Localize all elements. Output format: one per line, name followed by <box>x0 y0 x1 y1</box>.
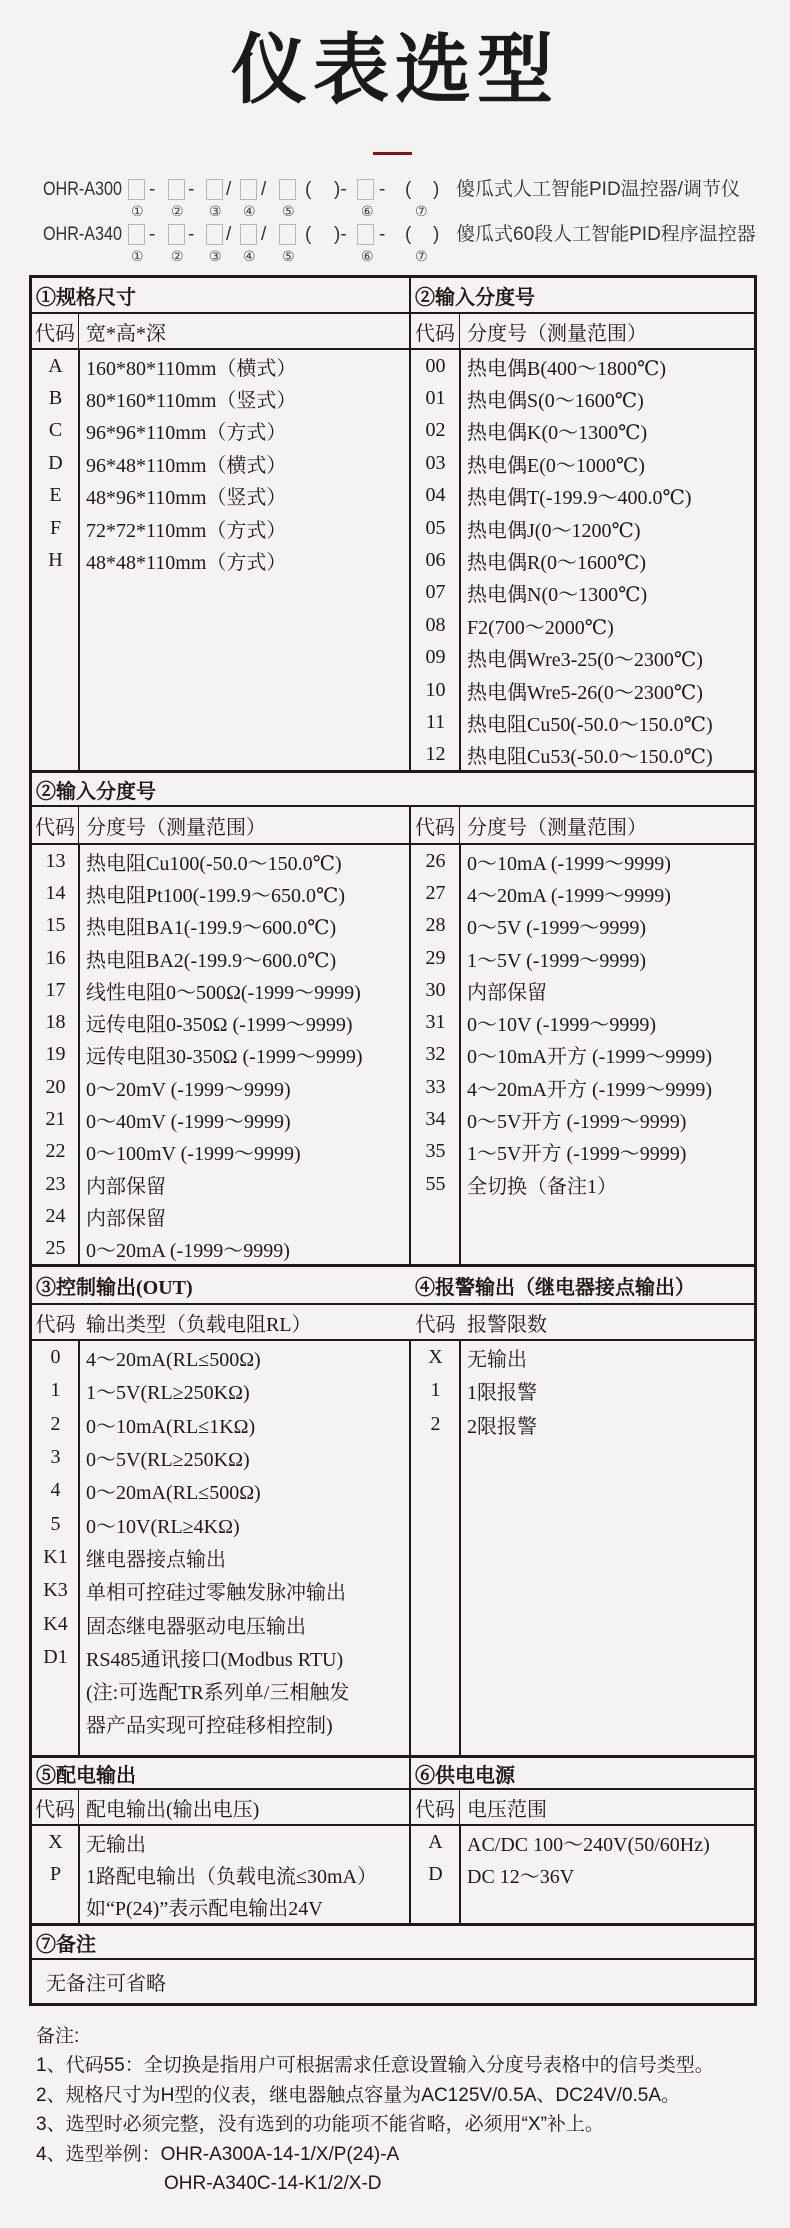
page-title: 仪表选型 <box>231 25 559 114</box>
table-row <box>411 609 754 641</box>
row-description: 1～5V (-1999～9999) <box>467 949 647 972</box>
row-code: 15 <box>45 914 66 937</box>
row-code: B <box>48 387 63 410</box>
code-separator: ( <box>305 179 312 200</box>
row-description: 热电偶Wre3-25(0～2300℃) <box>467 649 703 672</box>
header-code: 代码 <box>35 1313 76 1336</box>
row-description: 0～10mA(RL≤1KΩ) <box>86 1415 256 1438</box>
table-row <box>32 447 409 479</box>
row-description: 1～5V开方 (-1999～9999) <box>467 1143 687 1166</box>
table-row <box>32 910 409 942</box>
row-description: 0～5V(RL≥250KΩ) <box>86 1449 250 1472</box>
row-code: A <box>48 354 63 377</box>
row-description: 远传电阻0-350Ω (-1999～9999) <box>86 1014 353 1037</box>
table-row <box>32 942 409 974</box>
row-description: 72*72*110mm（方式） <box>86 519 287 542</box>
section-title-supply: ⑥供电电源 <box>415 1764 515 1787</box>
table-row <box>32 1441 409 1474</box>
table-row <box>411 447 754 479</box>
header-code: 代码 <box>411 807 460 843</box>
row-description: 无输出 <box>86 1833 146 1856</box>
table-row <box>411 512 754 544</box>
code-separator: ( <box>405 224 412 245</box>
row-code: 11 <box>425 710 446 733</box>
row-code: P <box>49 1862 62 1885</box>
row-description: DC 12～36V <box>467 1865 575 1888</box>
row-description: 0～20mA(RL≤500Ω) <box>86 1482 261 1505</box>
header-desc: 输出类型（负载电阻RL） <box>86 1313 312 1336</box>
table-row <box>32 1136 409 1168</box>
row-code: 00 <box>425 354 446 377</box>
code-separator: - <box>149 179 156 200</box>
row-code: 18 <box>45 1011 66 1034</box>
row-description: 热电偶T(-199.9～400.0℃) <box>467 487 692 510</box>
slot-marker: ④ <box>243 249 256 265</box>
row-code: X <box>428 1346 443 1369</box>
row-description: 1限报警 <box>467 1382 537 1405</box>
header-desc: 分度号（测量范围） <box>86 816 266 839</box>
row-code: 5 <box>50 1512 61 1535</box>
row-description: 热电偶R(0～1600℃) <box>467 552 647 575</box>
code-separator: - <box>379 179 386 200</box>
section-remark <box>32 1926 754 2003</box>
section-title-row <box>32 1758 754 1790</box>
table-row <box>32 1707 409 1740</box>
table-row <box>32 1200 409 1232</box>
section-title-alarm: ④报警输出（继电器接点输出） <box>415 1276 695 1299</box>
table-row <box>32 1006 409 1038</box>
row-description: RS485通讯接口(Modbus RTU) <box>86 1648 344 1671</box>
code-slot-box <box>279 179 296 200</box>
row-code: 35 <box>425 1140 446 1163</box>
row-description: AC/DC 100～240V(50/60Hz) <box>467 1833 710 1856</box>
row-code: 3 <box>50 1446 61 1469</box>
row-code: 02 <box>425 419 446 442</box>
table-row <box>411 1071 754 1103</box>
row-description: 全切换（备注1） <box>467 1175 617 1198</box>
row-code: 0 <box>50 1346 61 1369</box>
row-description: 热电偶N(0～1300℃) <box>467 584 648 607</box>
note-line: 1、代码55：全切换是指用户可根据需求任意设置输入分度号表格中的信号类型。 <box>36 2055 714 2077</box>
header-code: 代码 <box>411 1790 460 1824</box>
section-title-size: ①规格尺寸 <box>32 278 411 312</box>
row-description: F2(700～2000℃) <box>467 616 614 639</box>
row-code: F <box>49 516 62 539</box>
slot-marker: ② <box>171 204 184 220</box>
row-description: 热电偶B(400～1800℃) <box>467 357 667 380</box>
table-row <box>411 910 754 942</box>
row-description: 0～40mV (-1999～9999) <box>86 1111 291 1134</box>
section-title-input: ②输入分度号 <box>415 286 535 309</box>
table-row <box>411 1374 754 1407</box>
row-description: 热电阻Cu50(-50.0～150.0℃) <box>467 713 713 736</box>
note-line: 2、规格尺寸为H型的仪表，继电器触点容量为AC125V/0.5A、DC24V/0.5A。 <box>36 2084 681 2106</box>
table-row <box>32 415 409 447</box>
row-description: 固态继电器驱动电压输出 <box>86 1615 306 1638</box>
table-row <box>32 1507 409 1540</box>
alarm-list <box>411 1341 754 1755</box>
table-row <box>411 877 754 909</box>
model-name: OHR-A300 <box>43 179 122 200</box>
code-separator: / <box>226 224 232 245</box>
code-separator: / <box>261 224 267 245</box>
row-code: 01 <box>425 387 446 410</box>
slot-marker: ① <box>131 249 144 265</box>
code-separator: ) <box>433 224 440 245</box>
header-desc: 宽*高*深 <box>86 322 166 345</box>
row-code: 28 <box>425 914 446 937</box>
slot-marker: ③ <box>209 204 222 220</box>
slot-marker: ② <box>171 249 184 265</box>
table-row <box>32 1607 409 1640</box>
model-name: OHR-A340 <box>43 224 122 245</box>
row-description: 无输出 <box>467 1349 527 1372</box>
title-underline <box>373 152 412 155</box>
code-separator: ( <box>405 179 412 200</box>
row-description: 如“P(24)”表示配电输出24V <box>86 1897 323 1920</box>
code-slot-box <box>168 224 185 245</box>
row-code: 03 <box>425 451 446 474</box>
row-code: 16 <box>45 946 66 969</box>
code-separator: ( <box>305 224 312 245</box>
row-code: D1 <box>43 1645 68 1668</box>
table-row <box>411 1039 754 1071</box>
table-row <box>32 382 409 414</box>
row-description: 4～20mA(RL≤500Ω) <box>86 1349 261 1372</box>
row-description: 1路配电输出（负载电流≤30mA） <box>86 1865 377 1888</box>
row-description: 160*80*110mm（横式） <box>86 357 297 380</box>
row-description: 1～5V(RL≥250KΩ) <box>86 1382 250 1405</box>
input-list-left <box>32 845 411 1265</box>
row-code: K3 <box>43 1579 68 1602</box>
slot-marker: ④ <box>243 204 256 220</box>
slot-marker: ③ <box>209 249 222 265</box>
table-row <box>32 1071 409 1103</box>
slot-marker: ⑦ <box>415 249 428 265</box>
row-code: D <box>48 451 63 474</box>
row-description: 4～20mA (-1999～9999) <box>467 884 671 907</box>
code-separator: / <box>226 179 232 200</box>
row-description: 热电偶E(0～1000℃) <box>467 454 645 477</box>
row-code: C <box>48 419 63 442</box>
table-row <box>411 1826 754 1858</box>
row-code: 19 <box>45 1043 66 1066</box>
table-row <box>411 1006 754 1038</box>
section-title-control: ③控制输出(OUT) <box>36 1276 193 1299</box>
table-row <box>411 1103 754 1135</box>
row-description: 96*48*110mm（横式） <box>86 454 287 477</box>
row-description: 48*96*110mm（竖式） <box>86 487 287 510</box>
table-row <box>411 845 754 877</box>
code-separator: ) <box>433 179 440 200</box>
row-code: 08 <box>425 613 446 636</box>
supply-list <box>411 1826 754 1923</box>
row-code: 22 <box>45 1140 66 1163</box>
row-description: 内部保留 <box>86 1175 166 1198</box>
header-desc: 报警限数 <box>467 1313 547 1336</box>
column-header-row <box>32 1305 754 1341</box>
code-separator: )- <box>334 224 347 245</box>
table-row <box>32 1233 409 1265</box>
notes-title: 备注: <box>36 2026 80 2047</box>
row-code: E <box>49 484 62 507</box>
section-title-power-output: ⑤配电输出 <box>32 1758 411 1788</box>
row-code: D <box>428 1862 443 1885</box>
row-code: 24 <box>45 1204 66 1227</box>
table-row <box>32 1826 409 1858</box>
row-code: 21 <box>45 1108 66 1131</box>
code-slot-box <box>206 179 223 200</box>
table-row <box>32 1374 409 1407</box>
table-row <box>32 1890 409 1922</box>
header-desc: 分度号（测量范围） <box>467 816 647 839</box>
header-desc: 电压范围 <box>467 1798 547 1821</box>
table-row <box>32 1641 409 1674</box>
row-code: 26 <box>425 849 446 872</box>
code-slot-box <box>206 224 223 245</box>
row-code: 2 <box>430 1412 441 1435</box>
row-description: 内部保留 <box>86 1207 166 1230</box>
row-code: 55 <box>425 1172 446 1195</box>
row-description: 热电阻BA1(-199.9～600.0℃) <box>86 917 337 940</box>
row-description: 80*160*110mm（竖式） <box>86 390 297 413</box>
note-line: 3、选型时必须完整，没有选到的功能项不能省略，必须用“X”补上。 <box>36 2114 604 2136</box>
row-description: 4～20mA开方 (-1999～9999) <box>467 1078 712 1101</box>
code-separator: )- <box>334 179 347 200</box>
row-code: H <box>48 549 63 572</box>
row-description: 线性电阻0～500Ω(-1999～9999) <box>86 981 361 1004</box>
table-row <box>32 845 409 877</box>
section-input-continued <box>32 773 754 1267</box>
row-description: 继电器接点输出 <box>86 1548 226 1571</box>
row-description: 器产品实现可控硅移相控制) <box>86 1715 333 1738</box>
row-code: 07 <box>425 581 446 604</box>
row-description: 2限报警 <box>467 1415 537 1438</box>
section-title-input: ②输入分度号 <box>36 780 156 803</box>
table-row <box>411 706 754 738</box>
section-power-output-and-supply <box>32 1758 754 1926</box>
row-code: 13 <box>45 849 66 872</box>
row-code: 32 <box>425 1043 446 1066</box>
table-row <box>411 942 754 974</box>
table-row <box>411 674 754 706</box>
table-row <box>32 480 409 512</box>
table-row <box>32 1408 409 1441</box>
row-code: 29 <box>425 946 446 969</box>
row-code: 09 <box>425 646 446 669</box>
slot-marker: ① <box>131 204 144 220</box>
table-row <box>32 1474 409 1507</box>
row-description: 48*48*110mm（方式） <box>86 552 287 575</box>
header-desc: 分度号（测量范围） <box>467 322 647 345</box>
code-separator: - <box>379 224 386 245</box>
row-description: 0～5V开方 (-1999～9999) <box>467 1111 687 1134</box>
notes <box>36 2022 714 2198</box>
table-row <box>411 382 754 414</box>
header-code: 代码 <box>411 314 460 348</box>
row-description: 0～10V(RL≥4KΩ) <box>86 1515 240 1538</box>
table-row <box>411 739 754 771</box>
table-row <box>411 1858 754 1890</box>
code-separator: - <box>149 224 156 245</box>
row-description: 0～10mA开方 (-1999～9999) <box>467 1046 712 1069</box>
row-code: 04 <box>425 484 446 507</box>
remark-content: 无备注可省略 <box>46 1973 166 1995</box>
table-row <box>32 1039 409 1071</box>
slot-marker: ⑥ <box>361 204 374 220</box>
header-code: 代码 <box>32 807 79 843</box>
row-code: 17 <box>45 978 66 1001</box>
note-example-2: OHR-A340C-14-K1/2/X-D <box>164 2172 382 2194</box>
section-title-row <box>32 1267 754 1305</box>
row-code: K1 <box>43 1545 68 1568</box>
table-row <box>32 877 409 909</box>
input-list <box>411 350 754 771</box>
code-slot-box <box>128 224 145 245</box>
row-code: 12 <box>425 743 446 766</box>
power-output-list <box>32 1826 411 1923</box>
row-description: 热电偶S(0～1600℃) <box>467 390 644 413</box>
row-description: 热电阻BA2(-199.9～600.0℃) <box>86 949 337 972</box>
code-slot-box <box>357 179 374 200</box>
row-code: 05 <box>425 516 446 539</box>
row-code: A <box>428 1830 443 1853</box>
column-header-row <box>32 314 754 350</box>
row-code: 10 <box>425 678 446 701</box>
row-code: 33 <box>425 1075 446 1098</box>
table-row <box>32 1858 409 1890</box>
table-row <box>32 544 409 576</box>
row-code: 23 <box>45 1172 66 1195</box>
size-list <box>32 350 411 771</box>
row-description: 内部保留 <box>467 981 547 1004</box>
table-row <box>32 974 409 1006</box>
row-description: 0～20mA (-1999～9999) <box>86 1240 290 1263</box>
table-row <box>32 1541 409 1574</box>
header-code: 代码 <box>32 314 79 348</box>
table-row <box>411 1136 754 1168</box>
table-row <box>411 1341 754 1374</box>
control-list <box>32 1341 411 1755</box>
slot-marker: ⑥ <box>361 249 374 265</box>
row-description: 热电阻Pt100(-199.9～650.0℃) <box>86 884 346 907</box>
header-desc: 配电输出(输出电压) <box>86 1798 260 1821</box>
row-description: 0～20mV (-1999～9999) <box>86 1078 291 1101</box>
section-title-row <box>32 1926 754 1960</box>
slot-marker: ⑤ <box>282 204 295 220</box>
table-row <box>32 1574 409 1607</box>
row-code: 30 <box>425 978 446 1001</box>
code-slot-box <box>240 224 257 245</box>
table-row <box>411 350 754 382</box>
table-row <box>411 1408 754 1441</box>
row-code: 20 <box>45 1075 66 1098</box>
row-code: 34 <box>425 1108 446 1131</box>
table-row <box>411 1168 754 1200</box>
model-description: 傻瓜式60段人工智能PID程序温控器 <box>456 224 756 245</box>
table-row <box>32 1341 409 1374</box>
row-description: 0～10mA (-1999～9999) <box>467 852 671 875</box>
row-code: 1 <box>50 1379 61 1402</box>
code-separator: / <box>261 179 267 200</box>
row-description: 热电偶K(0～1300℃) <box>467 422 648 445</box>
table-row <box>32 1168 409 1200</box>
row-description: 96*96*110mm（方式） <box>86 422 287 445</box>
table-row <box>411 544 754 576</box>
section-control-and-alarm <box>32 1267 754 1758</box>
row-code: 14 <box>45 881 66 904</box>
section-title-remark: ⑦备注 <box>36 1933 96 1956</box>
code-slot-box <box>168 179 185 200</box>
column-header-row <box>32 807 754 845</box>
row-code: 31 <box>425 1011 446 1034</box>
input-list-right <box>411 845 754 1265</box>
row-code: 06 <box>425 549 446 572</box>
section-title-row <box>32 773 754 807</box>
code-slot-box <box>240 179 257 200</box>
selection-table <box>29 275 757 2006</box>
model-code-line <box>0 223 790 283</box>
code-separator: - <box>188 224 195 245</box>
row-description: 热电阻Cu53(-50.0～150.0℃) <box>467 746 713 769</box>
row-code: 4 <box>50 1479 61 1502</box>
row-description: 0～100mV (-1999～9999) <box>86 1143 301 1166</box>
code-slot-box <box>279 224 296 245</box>
table-row <box>32 350 409 382</box>
table-row <box>32 1674 409 1707</box>
row-code: 2 <box>50 1412 61 1435</box>
row-description: 0～10V (-1999～9999) <box>467 1014 657 1037</box>
section-size-and-input <box>32 278 754 773</box>
row-code: X <box>48 1830 63 1853</box>
row-code: 1 <box>430 1379 441 1402</box>
code-slot-box <box>357 224 374 245</box>
row-description: 单相可控硅过零触发脉冲输出 <box>86 1582 346 1605</box>
table-row <box>411 480 754 512</box>
table-row <box>411 974 754 1006</box>
table-row <box>411 415 754 447</box>
row-code: 25 <box>45 1237 66 1260</box>
table-row <box>32 512 409 544</box>
header-code: 代码 <box>32 1790 79 1824</box>
code-slot-box <box>128 179 145 200</box>
row-description: 热电偶Wre5-26(0～2300℃) <box>467 681 703 704</box>
row-description: 热电阻Cu100(-50.0～150.0℃) <box>86 852 342 875</box>
model-description: 傻瓜式人工智能PID温控器/调节仪 <box>456 179 740 200</box>
row-code: K4 <box>43 1612 68 1635</box>
table-row <box>411 642 754 674</box>
table-row <box>32 1103 409 1135</box>
code-separator: - <box>188 179 195 200</box>
slot-marker: ⑦ <box>415 204 428 220</box>
section-title-row <box>32 278 754 314</box>
header-code: 代码 <box>415 1313 456 1336</box>
note-line: 4、选型举例：OHR-A300A-14-1/X/P(24)-A <box>36 2143 400 2165</box>
slot-marker: ⑤ <box>282 249 295 265</box>
column-header-row <box>32 1790 754 1826</box>
table-row <box>411 577 754 609</box>
row-description: 0～5V (-1999～9999) <box>467 917 647 940</box>
row-code: 27 <box>425 881 446 904</box>
row-description: 热电偶J(0～1200℃) <box>467 519 641 542</box>
row-description: (注:可选配TR系列单/三相触发 <box>86 1682 350 1705</box>
row-description: 远传电阻30-350Ω (-1999～9999) <box>86 1046 363 1069</box>
